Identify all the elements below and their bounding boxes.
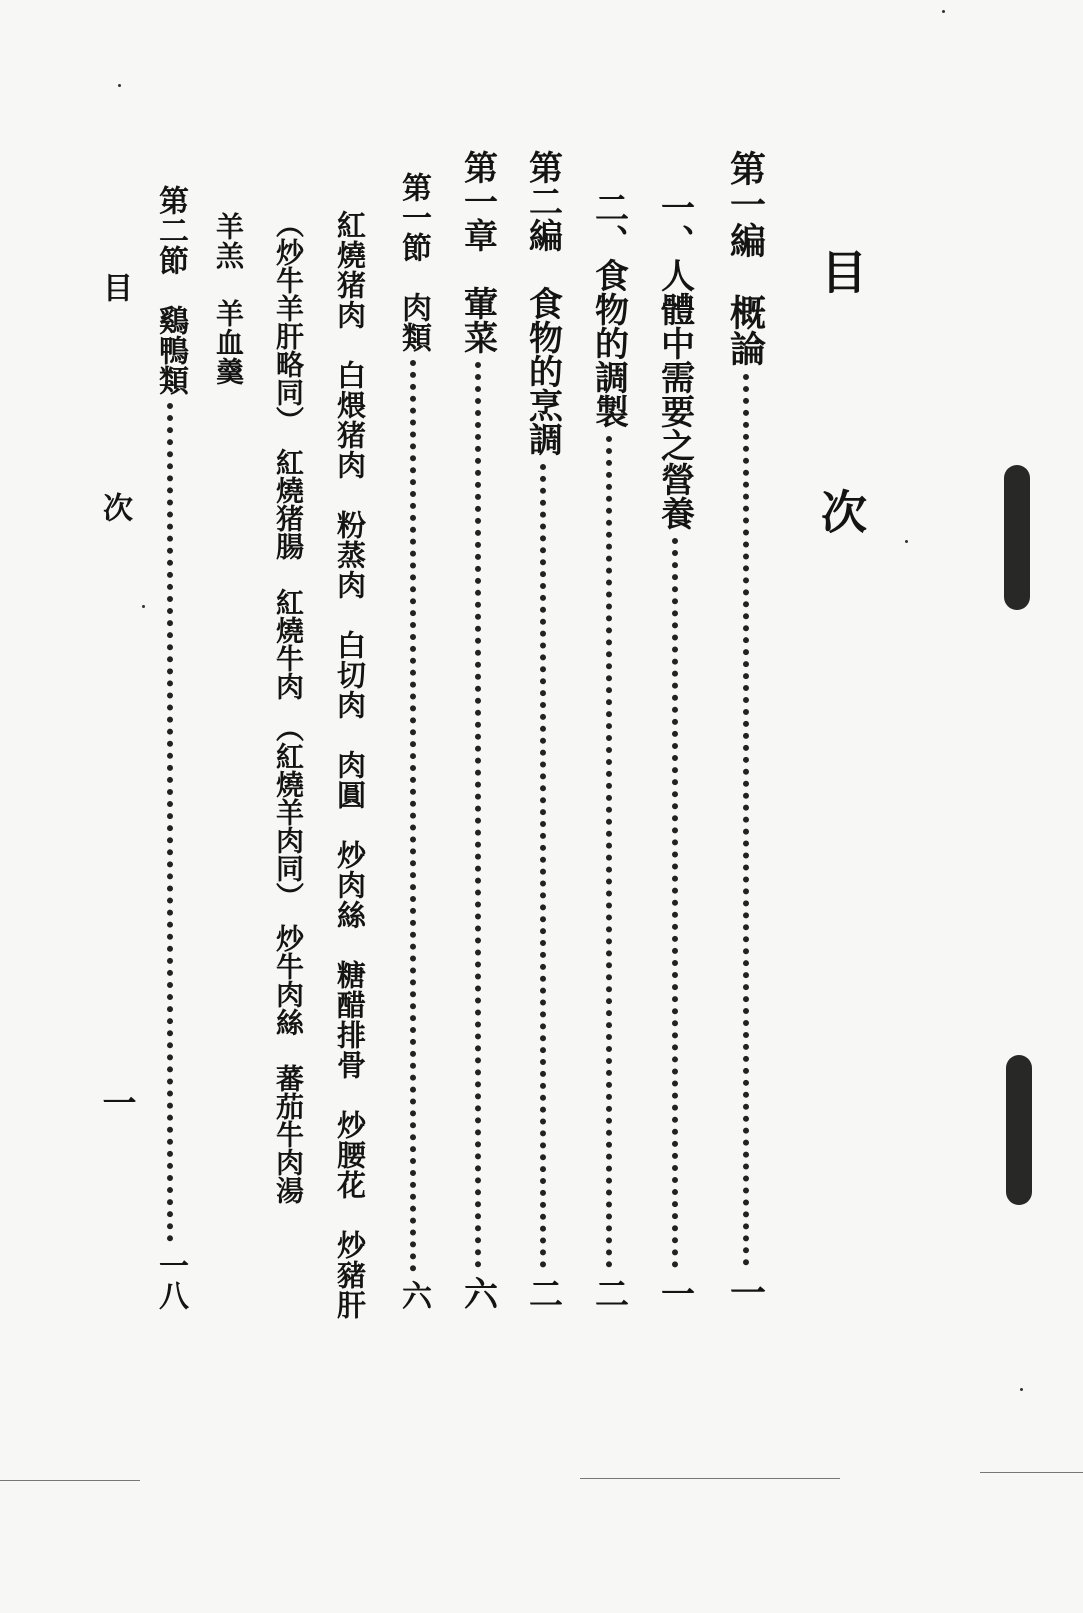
scan-speck	[118, 84, 121, 87]
toc-entry-page: 六	[457, 1276, 498, 1310]
toc-entry-page: 一八	[153, 1250, 188, 1310]
running-head: 目 次	[97, 272, 132, 602]
toc-entry	[652, 190, 698, 1310]
toc-entry-page: 二	[522, 1276, 563, 1310]
dot-leader	[167, 403, 173, 1242]
toc-entry-label: 一、人體中需要之營養	[654, 190, 695, 530]
toc-entry	[150, 185, 190, 1310]
page-number: 一	[96, 1085, 136, 1119]
scan-speck	[1020, 1388, 1023, 1391]
dot-leader	[475, 362, 481, 1268]
scan-stain	[1004, 465, 1030, 610]
toc-entry	[586, 190, 632, 1310]
scan-stain	[1006, 1055, 1032, 1205]
scan-edge-line	[980, 1472, 1083, 1473]
toc-entry	[520, 150, 566, 1310]
toc-entry-label: 第二編 食物的烹調	[522, 150, 563, 456]
toc-entry	[392, 172, 434, 1310]
dish-list-line: （炒牛羊肝略同） 紅燒猪腸 紅燒牛肉 （紅燒羊肉同） 炒牛肉絲 蕃茄牛肉湯	[272, 210, 305, 1204]
page-title: 目 次	[814, 248, 868, 604]
toc-entry-page: 一	[654, 1276, 695, 1310]
scan-speck	[942, 10, 945, 13]
toc-entry-page: 六	[396, 1280, 431, 1310]
dot-leader	[410, 360, 416, 1272]
toc-entry-page: 二	[588, 1276, 629, 1310]
toc-entry	[456, 150, 500, 1310]
toc-entry	[722, 150, 770, 1310]
dot-leader	[606, 436, 612, 1268]
toc-entry-label: 第二節 鷄鴨類	[153, 185, 188, 395]
scan-edge-line	[0, 1480, 140, 1481]
toc-entry-label: 二、食物的調製	[588, 190, 629, 428]
toc-entry-label: 第一節 肉類	[396, 172, 431, 352]
scan-speck	[905, 540, 908, 543]
dot-leader	[540, 464, 546, 1268]
dot-leader	[672, 538, 678, 1268]
scan-edge-line	[580, 1478, 840, 1479]
dot-leader	[743, 374, 749, 1266]
toc-entry-label: 第一編 概論	[724, 150, 767, 366]
dish-list-line: 羊羔 羊血羹	[212, 212, 245, 386]
toc-entry-page: 一	[724, 1274, 767, 1310]
scan-speck	[142, 605, 145, 608]
toc-entry-label: 第一章 葷菜	[457, 150, 498, 354]
dish-list-line: 紅燒猪肉 白煨猪肉 粉蒸肉 白切肉 肉圓 炒肉絲 糖醋排骨 炒腰花 炒豬肝	[333, 210, 367, 1320]
